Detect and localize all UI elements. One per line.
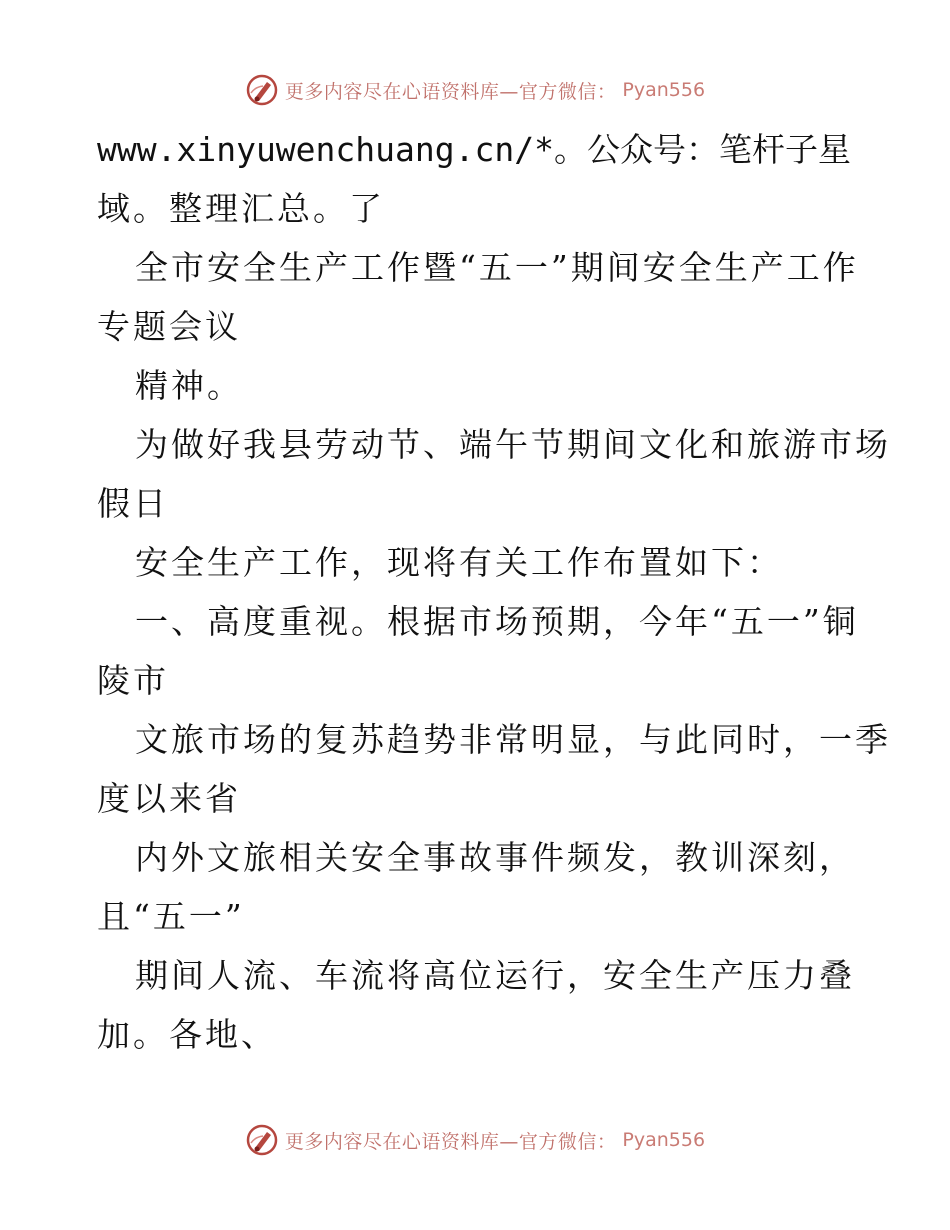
text-line: www.xinyuwenchuang.cn/*。公众号：笔杆子星: [97, 130, 851, 169]
text-line: 全市安全生产工作暨“五一”期间安全生产工作: [135, 248, 859, 287]
text-line: 为做好我县劳动节、端午节期间文化和旅游市场: [135, 425, 891, 464]
text-line: 度以来省: [97, 779, 241, 818]
text-line: 域。整理汇总。了: [97, 189, 385, 228]
text-line: 加。各地、: [97, 1015, 277, 1054]
header-watermark: [0, 70, 950, 110]
footer-watermark: [0, 1120, 950, 1160]
text-line: 安全生产工作，现将有关工作布置如下：: [135, 543, 783, 582]
text-line: 内外文旅相关安全事故事件频发，教训深刻，: [135, 838, 855, 877]
text-line: 精神。: [135, 366, 243, 405]
text-line: 且“五一”: [97, 897, 245, 936]
watermark-text: 更多内容尽在心语资料库—官方微信：: [284, 1130, 617, 1153]
text-line: 文旅市场的复苏趋势非常明显，与此同时，一季: [135, 720, 891, 759]
watermark-wechat-id: Pyan556: [622, 1129, 706, 1151]
pen-nib-logo-icon: [245, 1123, 279, 1157]
text-line: 一、高度重视。根据市场预期，今年“五一”铜: [135, 602, 859, 641]
text-line: 期间人流、车流将高位运行，安全生产压力叠: [135, 956, 855, 995]
pen-nib-logo-icon: [245, 73, 279, 107]
text-line: 假日: [97, 484, 169, 523]
document-body: [97, 120, 891, 1064]
text-line: 专题会议: [97, 307, 241, 346]
text-line: 陵市: [97, 661, 169, 700]
watermark-text: 更多内容尽在心语资料库—官方微信：: [284, 80, 617, 103]
watermark-wechat-id: Pyan556: [622, 79, 706, 101]
